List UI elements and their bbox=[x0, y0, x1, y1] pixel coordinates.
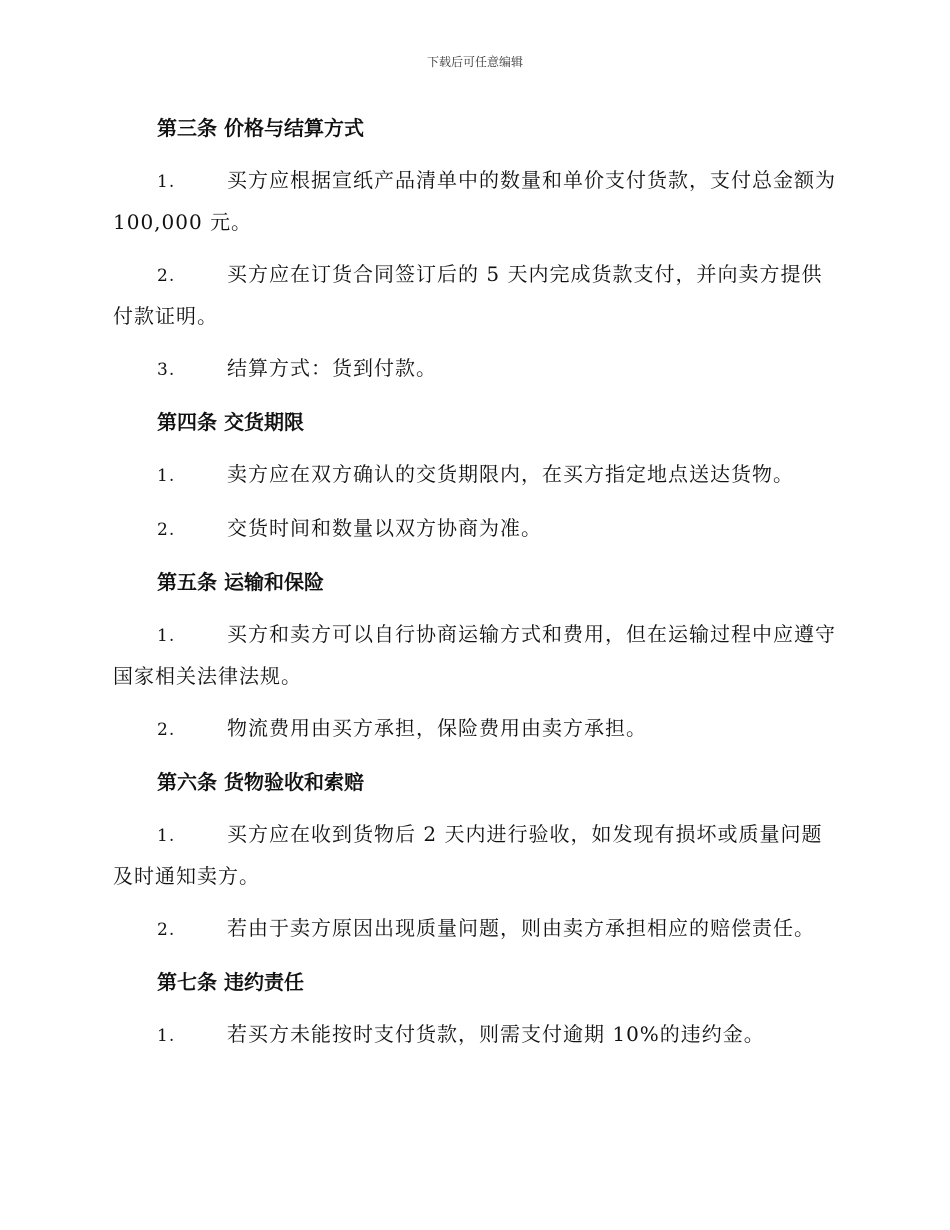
list-item bbox=[113, 454, 838, 496]
list-item bbox=[113, 908, 838, 950]
item-text: 交货时间和数量以双方协商为准。 bbox=[227, 516, 542, 540]
item-number: 1. bbox=[157, 172, 176, 192]
list-item bbox=[113, 1014, 838, 1056]
item-text: 结算方式：货到付款。 bbox=[227, 356, 437, 380]
item-text: 买方应在收到货物后 2 天内进行验收，如发现有损坏或质量问题及时通知卖方。 bbox=[113, 822, 823, 888]
document-body bbox=[113, 108, 838, 1068]
section-heading: 第七条 违约责任 bbox=[157, 970, 304, 994]
item-text: 买方和卖方可以自行协商运输方式和费用，但在运输过程中应遵守国家相关法律法规。 bbox=[113, 622, 836, 688]
item-number: 2. bbox=[157, 520, 176, 540]
item-text: 若由于卖方原因出现质量问题，则由卖方承担相应的赔偿责任。 bbox=[227, 916, 815, 940]
item-text: 若买方未能按时支付货款，则需支付逾期 10%的违约金。 bbox=[227, 1022, 765, 1046]
item-text: 物流费用由买方承担，保险费用由卖方承担。 bbox=[227, 716, 647, 740]
list-item bbox=[113, 348, 838, 390]
item-number: 3. bbox=[157, 360, 176, 380]
item-number: 2. bbox=[157, 266, 176, 286]
section-heading: 第五条 运输和保险 bbox=[157, 570, 324, 594]
section-heading: 第三条 价格与结算方式 bbox=[157, 116, 364, 140]
item-number: 1. bbox=[157, 1026, 176, 1046]
page-header: 下载后可任意编辑 bbox=[426, 55, 523, 69]
list-item bbox=[113, 254, 838, 336]
item-number: 2. bbox=[157, 920, 176, 940]
item-number: 2. bbox=[157, 720, 176, 740]
section-heading: 第四条 交货期限 bbox=[157, 410, 304, 434]
section-heading: 第六条 货物验收和索赔 bbox=[157, 770, 364, 794]
item-number: 1. bbox=[157, 826, 176, 846]
list-item bbox=[113, 508, 838, 550]
item-text: 买方应在订货合同签订后的 5 天内完成货款支付，并向卖方提供付款证明。 bbox=[113, 262, 823, 328]
list-item bbox=[113, 814, 838, 896]
item-number: 1. bbox=[157, 626, 176, 646]
item-text: 卖方应在双方确认的交货期限内，在买方指定地点送达货物。 bbox=[227, 462, 794, 486]
item-number: 1. bbox=[157, 466, 176, 486]
list-item bbox=[113, 160, 838, 242]
item-text: 买方应根据宣纸产品清单中的数量和单价支付货款，支付总金额为 100,000 元。 bbox=[113, 168, 836, 234]
list-item bbox=[113, 614, 838, 696]
list-item bbox=[113, 708, 838, 750]
